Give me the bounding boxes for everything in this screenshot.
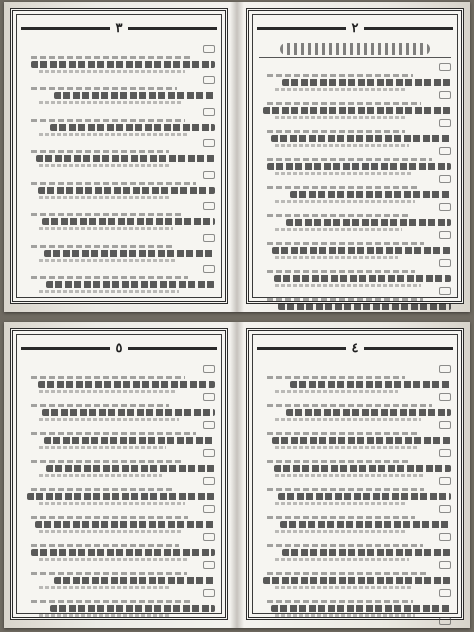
arabic-verse-line [54, 92, 215, 99]
latin-translation-line [39, 390, 177, 393]
verse-entry [23, 505, 215, 533]
interlinear-gloss [267, 376, 405, 379]
interlinear-gloss [31, 432, 196, 435]
page-header [21, 337, 217, 359]
verse-number-marker [439, 505, 451, 513]
verse-number-marker [439, 231, 451, 239]
latin-translation-line [275, 446, 417, 449]
page-bottom-right [246, 328, 464, 620]
arabic-verse-line [290, 191, 451, 198]
arabic-verse-line [263, 107, 451, 114]
verse-entry [259, 147, 451, 175]
arabic-verse-line [42, 409, 215, 416]
verse-number-marker [439, 617, 451, 625]
verse-number-marker [203, 76, 215, 84]
latin-translation-line [39, 101, 181, 104]
interlinear-gloss [267, 404, 432, 407]
interlinear-gloss [267, 432, 417, 435]
interlinear-gloss [31, 460, 181, 463]
verse-number-marker [203, 171, 215, 179]
verse-number-marker [439, 91, 451, 99]
verse-entry [23, 561, 215, 589]
verse-entry [259, 505, 451, 533]
verse-entry [259, 589, 451, 617]
verse-entry [23, 202, 215, 230]
latin-translation-line [39, 614, 171, 617]
latin-translation-line [39, 530, 181, 533]
verse-number-marker [203, 45, 215, 53]
latin-translation-line [39, 164, 170, 167]
arabic-verse-line [286, 219, 451, 226]
page-body [23, 45, 215, 293]
arabic-verse-line [42, 218, 215, 225]
interlinear-gloss [267, 460, 409, 463]
verse-number-marker [439, 147, 451, 155]
latin-translation-line [275, 558, 409, 561]
verse-number-marker [439, 203, 451, 211]
page-top-left [10, 8, 228, 304]
page-body [259, 63, 451, 293]
arabic-verse-line [31, 549, 215, 556]
arabic-verse-line [38, 381, 215, 388]
bottom-book-spread [4, 322, 470, 628]
verse-number-marker [203, 477, 215, 485]
verse-number-marker [203, 393, 215, 401]
page-top-right [246, 8, 464, 304]
basmala-heading [259, 41, 451, 58]
verse-entry [23, 449, 215, 477]
verse-entry [259, 119, 451, 147]
verse-number-marker [439, 449, 451, 457]
verse-entry [259, 175, 451, 203]
latin-translation-line [39, 558, 189, 561]
arabic-verse-line [274, 275, 451, 282]
interlinear-gloss [31, 276, 188, 279]
latin-translation-line [275, 144, 409, 147]
arabic-verse-line [267, 163, 451, 170]
verse-number-marker [203, 202, 215, 210]
latin-translation-line [275, 228, 402, 231]
verse-entry [23, 477, 215, 505]
arabic-verse-line [54, 577, 215, 584]
interlinear-gloss [31, 56, 192, 59]
latin-translation-line [39, 290, 179, 293]
latin-translation-line [275, 474, 425, 477]
arabic-verse-line [46, 465, 215, 472]
verse-entry [259, 533, 451, 561]
latin-translation-line [275, 256, 398, 259]
verse-entry [259, 477, 451, 505]
arabic-verse-line [274, 465, 451, 472]
verse-entry [23, 589, 215, 617]
interlinear-gloss [31, 376, 185, 379]
verse-number-marker [439, 119, 451, 127]
verse-number-marker [439, 589, 451, 597]
verse-number-marker [439, 421, 451, 429]
arabic-verse-line [282, 549, 451, 556]
book-gutter [230, 2, 244, 312]
verse-entry [23, 421, 215, 449]
interlinear-gloss [267, 186, 417, 189]
verse-number-marker [439, 477, 451, 485]
verse-entry [259, 421, 451, 449]
arabic-verse-line [271, 135, 451, 142]
arabic-verse-line [27, 493, 215, 500]
verse-number-marker [203, 505, 215, 513]
arabic-verse-line [36, 155, 215, 162]
arabic-verse-line [280, 521, 451, 528]
verse-entry [23, 265, 215, 293]
latin-translation-line [39, 70, 185, 73]
arabic-verse-line [263, 577, 451, 584]
interlinear-gloss [267, 214, 409, 217]
arabic-verse-line [272, 437, 451, 444]
interlinear-gloss [267, 544, 423, 547]
verse-entry [259, 617, 451, 628]
interlinear-gloss [31, 182, 196, 185]
arabic-verse-line [286, 409, 451, 416]
arabic-verse-line [272, 247, 451, 254]
interlinear-gloss [267, 488, 424, 491]
interlinear-gloss [267, 572, 428, 575]
latin-translation-line [39, 446, 166, 449]
arabic-verse-line [38, 187, 215, 194]
interlinear-gloss [267, 242, 424, 245]
arabic-verse-line [46, 281, 215, 288]
interlinear-gloss [31, 213, 181, 216]
interlinear-gloss [267, 298, 423, 301]
arabic-verse-line [271, 605, 451, 612]
latin-translation-line [275, 418, 421, 421]
verse-entry [259, 287, 451, 312]
verse-number-marker [203, 561, 215, 569]
interlinear-gloss [267, 516, 415, 519]
verse-entry [23, 76, 215, 104]
interlinear-gloss [267, 130, 405, 133]
verse-number-marker [203, 365, 215, 373]
basmala-calligraphy [280, 43, 430, 55]
verse-number-marker [439, 533, 451, 541]
verse-number-marker [203, 139, 215, 147]
verse-entry [259, 91, 451, 119]
interlinear-gloss [267, 158, 432, 161]
latin-translation-line [275, 614, 415, 617]
verse-entry [259, 561, 451, 589]
interlinear-gloss [31, 245, 173, 248]
latin-translation-line [39, 586, 170, 589]
verse-number-marker [439, 393, 451, 401]
verse-number-marker [439, 63, 451, 71]
arabic-verse-line [31, 61, 215, 68]
latin-translation-line [275, 116, 407, 119]
page-body [259, 365, 451, 609]
verse-entry [259, 203, 451, 231]
latin-translation-line [39, 418, 179, 421]
verse-entry [259, 449, 451, 477]
arabic-verse-line [50, 605, 215, 612]
verse-entry [259, 393, 451, 421]
interlinear-gloss [31, 544, 179, 547]
arabic-verse-line [35, 521, 215, 528]
latin-translation-line [275, 88, 406, 91]
arabic-verse-line [44, 437, 215, 444]
verse-number-marker [439, 365, 451, 373]
verse-entry [259, 231, 451, 259]
verse-number-marker [203, 234, 215, 242]
arabic-verse-line [278, 493, 451, 500]
interlinear-gloss [31, 488, 173, 491]
interlinear-gloss [31, 404, 169, 407]
verse-number-marker [439, 287, 451, 295]
verse-entry [23, 234, 215, 262]
verse-number-marker [203, 449, 215, 457]
arabic-verse-line [290, 381, 451, 388]
latin-translation-line [275, 200, 415, 203]
interlinear-gloss [31, 87, 177, 90]
interlinear-gloss [31, 150, 169, 153]
arabic-verse-line [282, 79, 451, 86]
page-number: ٢ [346, 21, 365, 36]
latin-translation-line [275, 530, 407, 533]
arabic-verse-line [278, 303, 451, 310]
verse-number-marker [439, 259, 451, 267]
verse-entry [259, 63, 451, 91]
verse-number-marker [203, 589, 215, 597]
verse-number-marker [439, 175, 451, 183]
verse-entry [23, 533, 215, 561]
book-gutter [230, 322, 244, 628]
verse-entry [23, 139, 215, 167]
page-header [257, 337, 453, 359]
latin-translation-line [39, 474, 162, 477]
page-body [23, 365, 215, 609]
latin-translation-line [275, 284, 421, 287]
verse-entry [259, 259, 451, 287]
latin-translation-line [39, 259, 177, 262]
verse-entry [23, 365, 215, 393]
interlinear-gloss [267, 74, 413, 77]
page-bottom-left [10, 328, 228, 620]
latin-translation-line [275, 172, 413, 175]
interlinear-gloss [31, 119, 185, 122]
interlinear-gloss [31, 572, 187, 575]
arabic-verse-line [44, 250, 215, 257]
page-number: ٥ [110, 341, 129, 356]
latin-translation-line [275, 502, 406, 505]
page-number: ٣ [110, 21, 129, 36]
interlinear-gloss [31, 600, 192, 603]
latin-translation-line [275, 586, 413, 589]
page-header [257, 17, 453, 39]
latin-translation-line [39, 227, 173, 230]
verse-number-marker [203, 265, 215, 273]
verse-number-marker [203, 421, 215, 429]
verse-entry [23, 171, 215, 199]
verse-entry [23, 108, 215, 136]
verse-entry [259, 365, 451, 393]
top-book-spread [4, 2, 470, 312]
interlinear-gloss [31, 516, 188, 519]
verse-entry [23, 45, 215, 73]
verse-number-marker [203, 533, 215, 541]
interlinear-gloss [267, 102, 421, 105]
verse-entry [23, 393, 215, 421]
verse-number-marker [439, 561, 451, 569]
latin-translation-line [39, 133, 189, 136]
latin-translation-line [275, 390, 398, 393]
interlinear-gloss [267, 270, 415, 273]
latin-translation-line [39, 502, 185, 505]
page-number: ٤ [346, 341, 365, 356]
arabic-verse-line [50, 124, 215, 131]
latin-translation-line [39, 196, 171, 199]
page-header [21, 17, 217, 39]
verse-number-marker [203, 108, 215, 116]
interlinear-gloss [267, 600, 413, 603]
